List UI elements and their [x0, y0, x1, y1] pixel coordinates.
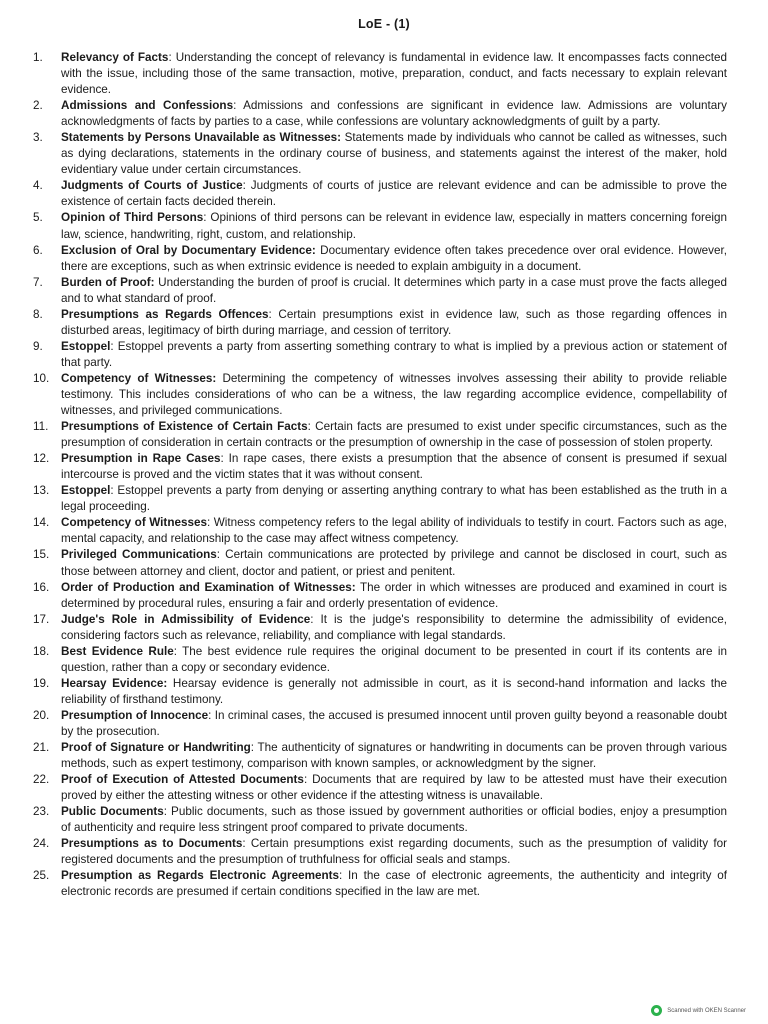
list-item-number: 23.: [33, 805, 50, 819]
list-item-term: Statements by Persons Unavailable as Witnesses:: [61, 131, 342, 145]
list-item: [33, 339, 727, 371]
list-item-description: : Certain presumptions exist regarding documents, such as the presumption of validity for registered documents and the presumption of truthfulness for official seals and stamps.: [61, 837, 727, 867]
list-item-term: Public Documents: [61, 805, 164, 819]
list-item-description: The order in which witnesses are produced and examined in court is determined by procedural rules, ensuring a fair and orderly presentation of evidence.: [61, 580, 728, 610]
list-item-number: 5.: [33, 211, 43, 225]
list-item-number: 9.: [33, 339, 43, 353]
list-item-term: Hearsay Evidence:: [61, 676, 168, 690]
list-item-number: 8.: [33, 307, 43, 321]
list-item-description: : In the case of electronic agreements, the authenticity and integrity of electronic records are presumed if certain conditions specified in the law are met.: [61, 869, 727, 899]
list-item-term: Competency of Witnesses:: [61, 371, 217, 385]
list-item-number: 7.: [33, 275, 43, 289]
list-item: [33, 275, 727, 307]
list-item: [33, 868, 727, 900]
list-item: [33, 243, 727, 275]
list-item: [33, 483, 727, 515]
list-item-description: : Public documents, such as those issued by government authorities or official bodies, enjoy a presumption of authenticity and require less stringent proof compared to private documents.: [61, 805, 727, 835]
list-item: [33, 580, 727, 612]
list-item-term: Relevancy of Facts: [61, 51, 169, 64]
list-item-term: Burden of Proof:: [61, 275, 155, 289]
list-item-description: : The best evidence rule requires the original document to be presented in court if its contents are in question, rather than a copy or secondary evidence.: [61, 644, 727, 674]
list-item-term: Presumption in Rape Cases: [61, 452, 221, 466]
list-item-description: : Certain presumptions exist in evidence law, such as those regarding offences in disturbed areas, legitimacy of birth during marriage, and cession of territory.: [61, 307, 727, 337]
list-item-term: Presumptions of Existence of Certain Facts: [61, 420, 308, 434]
list-item-term: Exclusion of Oral by Documentary Evidence:: [61, 243, 316, 257]
list-item-description: : Opinions of third persons can be relevant in evidence law, especially in matters concerning foreign law, science, handwriting, right, custom, and relationship.: [61, 211, 728, 241]
list-item-description: Understanding the burden of proof is crucial. It determines which party in a case must prove the facts alleged and to what standard of proof.: [61, 275, 727, 305]
list-item: [33, 419, 727, 451]
list-item-number: 20.: [33, 708, 50, 722]
list-item: [33, 740, 727, 772]
list-item-description: : Estoppel prevents a party from denying or asserting anything contrary to what has been established as the truth in a legal proceeding.: [61, 484, 727, 514]
scanner-watermark: [651, 1005, 746, 1016]
list-item-number: 18.: [33, 644, 50, 658]
list-item-term: Estoppel: [61, 484, 111, 498]
list-item-description: : Understanding the concept of relevancy is fundamental in evidence law. It encompasses facts connected with the issue, including those of the same transaction, motive, preparation, conduct, and facts necessary to explain relevant evidence.: [61, 51, 727, 97]
list-item: [33, 772, 727, 804]
list-item-description: : Estoppel prevents a party from asserting something contrary to what is implied by a previous action or statement of that party.: [61, 339, 727, 369]
list-item-description: Statements made by individuals who cannot be called as witnesses, such as dying declarations, statements in the ordinary course of business, and statements against the interest of the maker, hold evidentiary value under certain circumstances.: [61, 131, 728, 177]
list-item-description: : Admissions and confessions are significant in evidence law. Admissions are voluntary acknowledgments of facts by parties to a case, while confessions are voluntary acknowledgments of guilt by a party.: [61, 99, 727, 129]
list-item-number: 6.: [33, 243, 43, 257]
list-item-description: : The authenticity of signatures or handwriting in documents can be proven through various methods, such as expert testimony, comparison with known samples, or acknowledgment by the signer.: [61, 741, 727, 771]
list-item-description: : Judgments of courts of justice are relevant evidence and can be admissible to prove the existence of certain facts decided therein.: [61, 179, 727, 209]
list-item-term: Presumption as Regards Electronic Agreements: [61, 869, 340, 883]
list-item-description: : Certain communications are protected by privilege and cannot be disclosed in court, such as those between attorney and client, doctor and patient, or priest and penitent.: [61, 548, 727, 578]
list-item-number: 3.: [33, 131, 43, 145]
scanner-text: Scanned with OKEN Scanner: [667, 1007, 746, 1014]
list-item-number: 4.: [33, 179, 43, 193]
list-item-term: Order of Production and Examination of Witnesses:: [61, 580, 356, 594]
list-item: [33, 50, 727, 98]
list-item-description: : It is the judge's responsibility to determine the admissibility of evidence, considering factors such as relevance, reliability, and compliance with legal standards.: [61, 612, 727, 642]
list-item-term: Judgments of Courts of Justice: [61, 179, 243, 193]
document-title: LoE - (1): [358, 17, 410, 31]
list-item: [33, 130, 727, 178]
list-item: [33, 708, 727, 740]
list-item-number: 12.: [33, 452, 50, 466]
list-item-number: 19.: [33, 676, 50, 690]
list-item-term: Best Evidence Rule: [61, 644, 174, 658]
list-item-term: Competency of Witnesses: [61, 516, 207, 530]
list-item-term: Admissions and Confessions: [61, 99, 234, 113]
list-item-number: 11.: [33, 420, 49, 434]
list-item: [33, 178, 727, 210]
list-item-number: 1.: [33, 51, 43, 64]
list-item: [33, 644, 727, 676]
list-item-description: : In rape cases, there exists a presumption that the absence of consent is presumed if sexual intercourse is proved and the victim states that it was without consent.: [61, 452, 727, 482]
list-item-description: : In criminal cases, the accused is presumed innocent until proven guilty beyond a reasonable doubt by the prosecution.: [61, 708, 727, 738]
list-item-description: Documentary evidence often takes precedence over oral evidence. However, there are exceptions, such as when extrinsic evidence is needed to explain ambiguity in a document.: [61, 243, 727, 273]
list-item-term: Presumption of Innocence: [61, 708, 209, 722]
list-item-number: 10.: [33, 371, 50, 385]
list-item: [33, 98, 727, 130]
list-item: [33, 804, 727, 836]
list-item-description: : Witness competency refers to the legal ability of individuals to testify in court. Factors such as age, mental capacity, and relationship to the case may affect witness competency.: [61, 516, 727, 546]
list-item-description: : Documents that are required by law to be attested must have their execution proved by either the attesting witness or other evidence if the attesting witness is unavailable.: [61, 773, 727, 803]
list-item: [33, 451, 727, 483]
list-item: [33, 210, 727, 242]
list-item: [33, 515, 727, 547]
list-item-number: 2.: [33, 99, 43, 113]
list-item-term: Estoppel: [61, 339, 111, 353]
list-item-term: Opinion of Third Persons: [61, 211, 204, 225]
list-item-description: : Certain facts are presumed to exist under specific circumstances, such as the presumption of consideration in certain contracts or the presumption of ownership in the case of possession of stolen property.: [61, 420, 728, 450]
list-item-term: Privileged Communications: [61, 548, 217, 562]
list-item-term: Proof of Signature or Handwriting: [61, 741, 251, 755]
list-item-number: 15.: [33, 548, 50, 562]
list-item-term: Presumptions as Regards Offences: [61, 307, 269, 321]
list-item-term: Judge's Role in Admissibility of Evidence: [61, 612, 311, 626]
list-item-number: 22.: [33, 773, 50, 787]
list-item-description: Hearsay evidence is generally not admissible in court, as it is second-hand information and lacks the reliability of firsthand testimony.: [61, 676, 727, 706]
list-item-number: 14.: [33, 516, 50, 530]
numbered-list: [33, 50, 727, 900]
oken-scanner-logo-icon: [651, 1005, 662, 1016]
list-item: [33, 836, 727, 868]
list-item: [33, 676, 727, 708]
list-item: [33, 547, 727, 579]
list-item-number: 24.: [33, 837, 50, 851]
list-item-term: Presumptions as to Documents: [61, 837, 243, 851]
list-item-number: 21.: [33, 741, 50, 755]
list-item-number: 16.: [33, 580, 50, 594]
list-item-number: 25.: [33, 869, 50, 883]
list-item-number: 17.: [33, 612, 50, 626]
list-item-term: Proof of Execution of Attested Documents: [61, 773, 304, 787]
list-item: [33, 307, 727, 339]
list-item: [33, 371, 727, 419]
list-item-description: Determining the competency of witnesses involves assessing their ability to provide reliable testimony. This includes considerations of who can be a witness, the law regarding accomplice evidence, compellability of witnesses, and privileged communications.: [61, 371, 727, 418]
list-item-number: 13.: [33, 484, 50, 498]
list-item: [33, 612, 727, 644]
